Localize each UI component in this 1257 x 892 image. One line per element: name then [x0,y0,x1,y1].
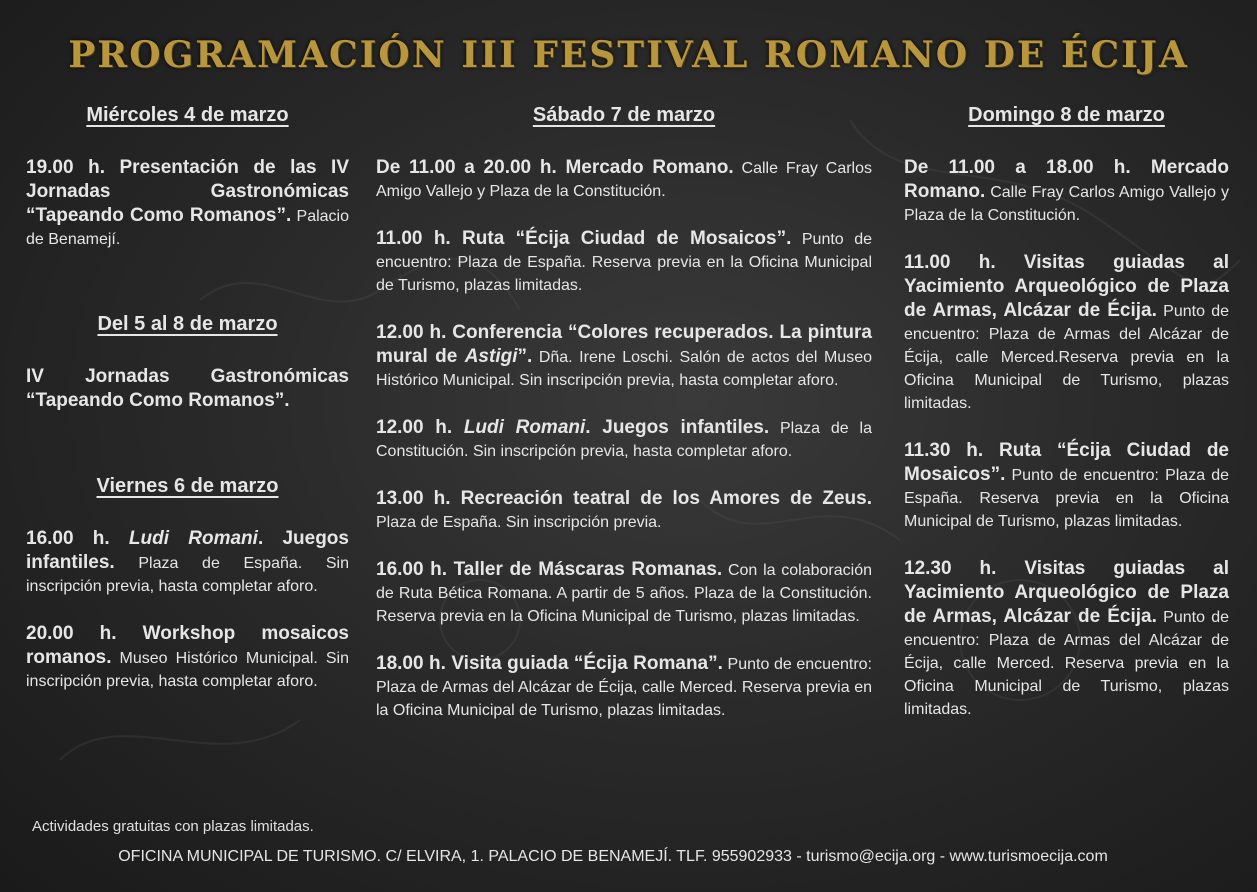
event-details: Dña. Irene Loschi. Salón de actos del Museo Histórico Municipal. Sin inscripción previa, hasta completar aforo. [376,349,872,389]
event-title: ”. [517,346,533,367]
column-wednesday-friday [26,100,349,717]
event-item [376,558,872,628]
event-title: 11.00 h. Ruta “Écija Ciudad de Mosaicos”. [376,228,792,249]
event-title: 16.00 h. Taller de Máscaras Romanas. [376,559,723,580]
event-title: . Juegos infantiles. [26,528,349,573]
column-saturday [376,100,872,746]
event-item [904,251,1229,415]
event-title: De 11.00 a 20.00 h. Mercado Romano. [376,157,734,178]
event-details: Plaza de España. Sin inscripción previa. [376,514,662,531]
day-heading-sunday: Domingo 8 de marzo [968,104,1165,126]
event-details: Punto de encuentro: Plaza de Armas del Alcázar de Écija, calle Merced. Reserva previa en la Oficina Municipal de Turismo, plazas limitadas. [376,656,872,719]
event-title: IV Jornadas Gastronómicas “Tapeando Como Romanos”. [26,366,349,411]
event-title: . Juegos infantiles. [585,417,770,438]
event-item [376,321,872,392]
event-item [376,227,872,297]
event-item [26,622,349,693]
event-details: Plaza de la Constitución. Sin inscripción previa, hasta completar aforo. [376,420,872,460]
event-title: 11.00 h. Visitas guiadas al Yacimiento Arqueológico de Plaza de Armas, Alcázar de Écija. [904,252,1229,321]
event-details: Calle Fray Carlos Amigo Vallejo y Plaza de la Constitución. [904,184,1229,224]
event-title-italic: Ludi Romani [128,528,258,549]
event-details: Con la colaboración de Ruta Bética Romana. A partir de 5 años. Plaza de la Constitución. Reserva previa en la Oficina Municipal de Turismo, plazas limitadas. [376,562,872,625]
event-title: 11.30 h. Ruta “Écija Ciudad de Mosaicos”. [904,440,1229,485]
event-details: Punto de encuentro: Plaza de Armas del Alcázar de Écija, calle Merced. Reserva previa en la Oficina Municipal de Turismo, plazas limitadas. [904,609,1229,718]
day-heading-wednesday: Miércoles 4 de marzo [86,104,289,126]
event-item [26,527,349,598]
page-title: PROGRAMACIÓN III FESTIVAL ROMANO DE ÉCIJA [68,34,1189,76]
event-title: 20.00 h. Workshop mosaicos romanos. [26,623,349,668]
event-details: Punto de encuentro: Plaza de España. Reserva previa en la Oficina Municipal de Turismo, plazas limitadas. [904,467,1229,530]
column-sunday [904,100,1229,745]
event-title-italic: Ludi Romani [463,417,586,438]
contact-footer: OFICINA MUNICIPAL DE TURISMO. C/ ELVIRA, 1. PALACIO DE BENAMEJÍ. TLF. 955902933 - turismo@ecija.org - www.turismoecija.com [118,848,1108,865]
event-item [376,416,872,463]
day-heading-friday: Viernes 6 de marzo [96,475,279,497]
event-item [904,557,1229,721]
event-details: Plaza de España. Sin inscripción previa, hasta completar aforo. [26,555,349,595]
event-item [26,365,349,413]
event-title: De 11.00 a 18.00 h. Mercado Romano. [904,157,1229,202]
event-details: Punto de encuentro: Plaza de Armas del Alcázar de Écija, calle Merced.Reserva previa en la Oficina Municipal de Turismo, plazas limitadas. [904,303,1229,412]
event-item [904,156,1229,227]
event-item [376,652,872,722]
event-title: 12.00 h. [376,417,464,438]
event-details: Museo Histórico Municipal. Sin inscripción previa, hasta completar aforo. [26,650,349,690]
event-title: 18.00 h. Visita guiada “Écija Romana”. [376,653,723,674]
free-activities-note: Actividades gratuitas con plazas limitadas. [32,818,314,835]
day-heading-range: Del 5 al 8 de marzo [97,313,278,335]
event-details: Palacio de Benamejí. [26,208,349,248]
event-title: 12.30 h. Visitas guiadas al Yacimiento Arqueológico de Plaza de Armas, Alcázar de Écija. [904,558,1229,627]
event-title-italic: Astigi [464,346,518,367]
event-item [376,156,872,203]
day-heading-saturday: Sábado 7 de marzo [532,104,716,126]
event-title: 12.00 h. Conferencia “Colores recuperados. La pintura mural de [376,322,872,367]
event-title: 19.00 h. Presentación de las IV Jornadas Gastronómicas “Tapeando Como Romanos”. [26,157,349,226]
event-item [26,156,349,251]
event-title: 16.00 h. [26,528,129,549]
event-details: Punto de encuentro: Plaza de España. Reserva previa en la Oficina Municipal de Turismo, plazas limitadas. [376,231,872,294]
event-title: 13.00 h. Recreación teatral de los Amores de Zeus. [376,488,872,509]
event-details: Calle Fray Carlos Amigo Vallejo y Plaza de la Constitución. [376,160,873,200]
event-item [904,439,1229,533]
event-item [376,487,872,534]
